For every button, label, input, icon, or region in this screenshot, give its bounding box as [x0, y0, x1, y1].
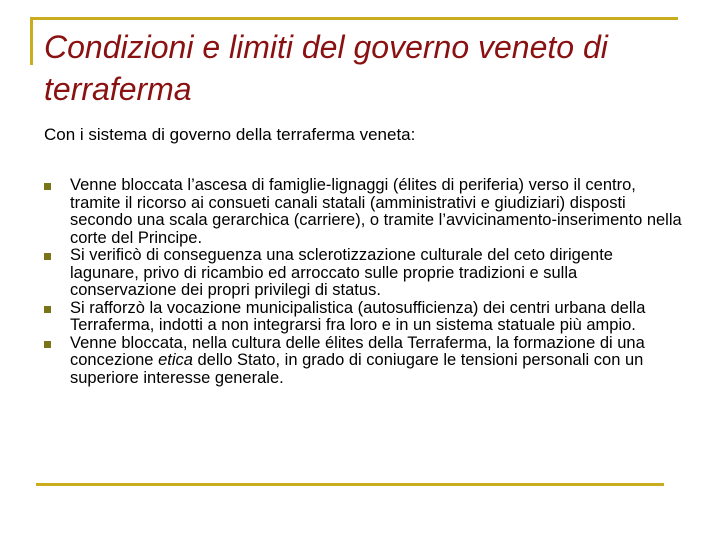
- emphasized-word: etica: [158, 351, 193, 369]
- bullet-text-part: Venne bloccata, nella cultura delle élites della Terraferma, la formazione di una concezione: [70, 333, 645, 369]
- bullet-text: [70, 335, 684, 388]
- bullet-item: [44, 300, 684, 335]
- square-bullet-icon: [44, 253, 51, 260]
- square-bullet-icon: [44, 183, 51, 190]
- bullet-text: Venne bloccata l’ascesa di famiglie-lignaggi (élites di periferia) verso il centro, tramite il ricorso ai consueti canali statali (amministrativi e giudiziari) disposti secondo una scala gerarchica (carriere), o tramite l’avvicinamento-inserimento nella corte del Principe.: [70, 176, 682, 247]
- bullet-text: Si rafforzò la vocazione municipalistica (autosufficienza) dei centri urbana della Terraferma, indotti a non integrarsi fra loro e in un sistema statuale più ampio.: [70, 298, 646, 334]
- square-bullet-icon: [44, 306, 51, 313]
- bullet-text-part: dello Stato, in grado di coniugare le tensioni personali con un superiore interesse generale.: [70, 351, 644, 387]
- bullet-list: [44, 177, 684, 387]
- bullet-item: [44, 247, 684, 300]
- slide-intro: Con i sistema di governo della terraferma veneta:: [44, 125, 416, 144]
- slide-title: Condizioni e limiti del governo veneto di terraferma: [44, 29, 608, 107]
- frame-top-rule: [30, 17, 678, 20]
- frame-left-rule: [30, 17, 33, 65]
- frame-bottom-rule: [36, 483, 664, 486]
- square-bullet-icon: [44, 341, 51, 348]
- bullet-item: [44, 177, 684, 247]
- bullet-text: Si verificò di conseguenza una sclerotizzazione culturale del ceto dirigente lagunare, privo di ricambio ed arroccato sulle proprie tradizioni e sulla conservazione dei propri privilegi di status.: [70, 246, 613, 299]
- bullet-item: [44, 335, 684, 388]
